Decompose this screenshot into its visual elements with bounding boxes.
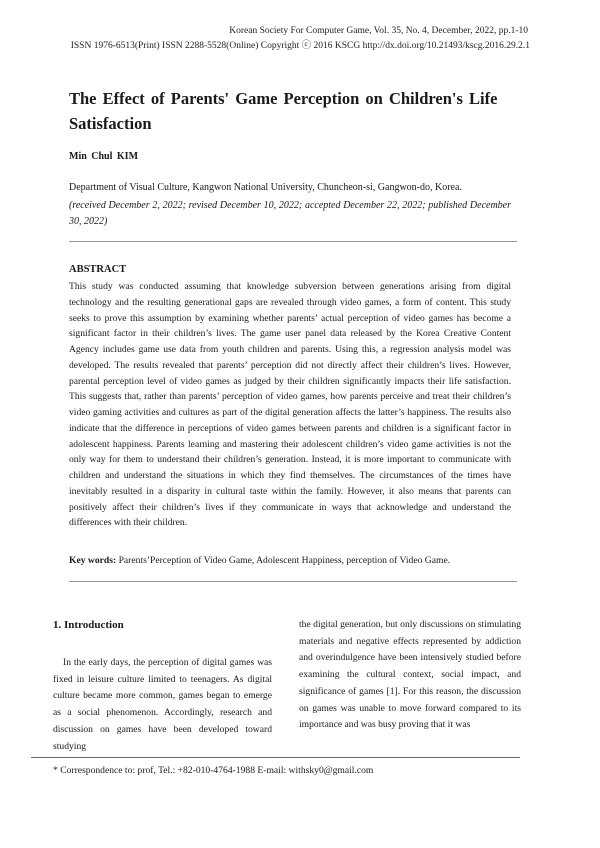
paper-title: The Effect of Parents' Game Perception on Children's Life Satisfaction xyxy=(69,89,498,133)
abstract-body: This study was conducted assuming that knowledge subversion between generations arising from digital technology and the resulting generational gaps are revealed through video games, a form of content. This study seeks to prove this assumption by examining whether parents’ actual perception of video games has become a significant factor in their children’s lives. The game user panel data released by the Korea Creative Content Agency includes game use data from youth children and parents. Using this, a regression analysis model was developed. The results revealed that parents’ perception did not directly affect their children’s lives. However, parental perception level of video games as judged by their children significantly impacts their life satisfaction. This suggests that, rather than parents’ perception of video games, how parents perceive and treat their children’s video gaming activities and cultures as part of the digital generation affects the latter’s happiness. The results also indicate that the difference in perceptions of video games between parents and children is a significant factor in adolescent happiness. Parents learning and mastering their adolescent children’s video game activities is not the only way for them to understand their children’s generation. Instead, it is more important to communicate with children and understand the situations in which they find themselves. The circumstances of the times have inevitably resulted in a disparity in cultural taste within the family. However, it also means that parents can positively affect their children’s lives if they communicate in ways that acknowledge and understand the differences with their children. xyxy=(69,281,511,529)
author-affiliation: Department of Visual Culture, Kangwon National University, Chuncheon-si, Gangwon-do, Korea. xyxy=(69,182,462,193)
section-heading-introduction: 1. Introduction xyxy=(53,619,124,631)
keywords xyxy=(69,555,450,566)
journal-header-line: Korean Society For Computer Game, Vol. 35, No. 4, December, 2022, pp.1-10 xyxy=(229,26,528,36)
abstract-bottom-rule xyxy=(69,581,517,582)
keywords-label: Key words: xyxy=(69,555,117,566)
keywords-text: Parents’Perception of Video Game, Adolescent Happiness, perception of Video Game. xyxy=(118,555,451,566)
intro-left-column: In the early days, the perception of digital games was fixed in leisure culture limited to teenagers. As digital culture became more common, games began to emerge as a social phenomenon. Accordingly, research and discussion on games have been developed toward studying xyxy=(53,657,272,752)
issn-copyright-line: ISSN 1976-6513(Print) ISSN 2288-5528(Online) Copyright ⓒ 2016 KSCG http://dx.doi.org/10.21493/kscg.2016.29.2.1 xyxy=(70,41,530,51)
correspondence-footnote: * Correspondence to: prof, Tel.: +82-010-4764-1988 E-mail: withsky0@gmail.com xyxy=(53,765,374,776)
footnote-rule xyxy=(31,757,520,758)
abstract-top-rule xyxy=(69,241,517,242)
author-name: Min Chul KIM xyxy=(69,151,139,162)
intro-right-column: the digital generation, but only discussions on stimulating materials and negative effects represented by addiction and overindulgence have been intensively studied before examining the cultural context, social impact, and significance of games [1]. For this reason, the discussion on games was unable to move forward compared to its importance and was busy proving that it was xyxy=(299,619,521,731)
abstract-heading: ABSTRACT xyxy=(69,264,127,275)
submission-dates: (received December 2, 2022; revised December 10, 2022; accepted December 22, 2022; published December 30, 2022) xyxy=(69,200,511,227)
